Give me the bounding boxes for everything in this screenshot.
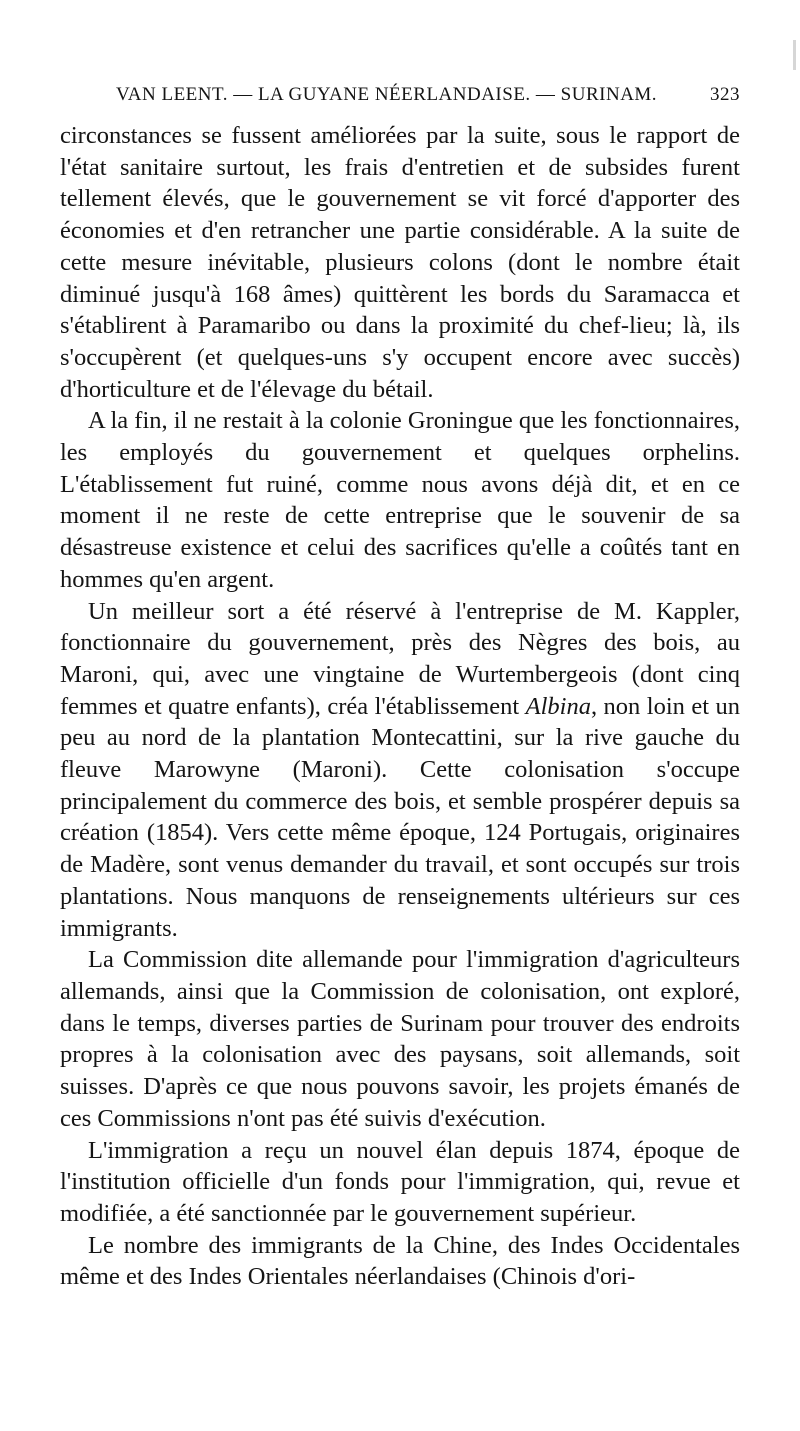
- paragraph-5: L'immigration a reçu un nouvel élan depuis 1874, époque de l'institution officielle d'un fonds pour l'immigration, qui, revue et modifiée, a été sanctionnée par le gouvernement supérieur.: [60, 1136, 740, 1227]
- paragraph-4: La Commission dite allemande pour l'immigration d'agriculteurs allemands, ainsi que la Commission de colonisation, ont exploré, dans le temps, diverses parties de Surinam pour trouver des endroits propres à la colonisation avec des paysans, soit allemands, soit suisses. D'après ce que nous pouvons savoir, les projets émanés de ces Commissions n'ont pas été suivis d'exécution.: [60, 946, 740, 1132]
- book-page: [60, 84, 740, 1293]
- page-edge-mark: [793, 40, 796, 70]
- running-head: [60, 84, 740, 106]
- paragraph-3-end: , non loin et un peu au nord de la plantation Montecattini, sur la rive gauche du fleuve Marowyne (Maroni). Cette colonisation s'occupe principalement du commerce des bois, et semble prospérer depuis sa création (1854). Vers cette même époque, 124 Portugais, originaires de Madère, sont venus demander du travail, et sont occupés sur trois plantations. Nous manquons de renseignements ultérieurs sur ces immigrants.: [60, 692, 740, 942]
- paragraph-3: [60, 596, 740, 945]
- paragraph-6: Le nombre des immigrants de la Chine, des Indes Occidentales même et des Indes Orientales néerlandaises (Chinois d'ori-: [60, 1231, 740, 1291]
- albina-italic: Albina: [525, 692, 591, 720]
- paragraph-2: A la fin, il ne restait à la colonie Groningue que les fonctionnaires, les employés du gouvernement et quelques orphelins. L'établissement fut ruiné, comme nous avons déjà dit, et en ce moment il ne reste de cette entreprise que le souvenir de sa désastreuse existence et celui des sacrifices qu'elle a coûtés tant en hommes qu'en argent.: [60, 407, 740, 593]
- running-title: VAN LEENT. — LA GUYANE NÉERLANDAISE. — SURINAM.: [116, 84, 658, 105]
- page-number: 323: [710, 84, 740, 105]
- paragraph-1: circonstances se fussent améliorées par la suite, sous le rapport de l'état sanitaire surtout, les frais d'entretien et de subsides furent tellement élevés, que le gouvernement se vit forcé d'apporter des économies et d'en retrancher une partie considérable. A la suite de cette mesure inévitable, plusieurs colons (dont le nombre était diminué jusqu'à 168 âmes) quittèrent les bords du Saramacca et s'établirent à Paramaribo ou dans la proximité du chef-lieu; là, ils s'occupèrent (et quelques-uns s'y occupent encore avec succès) d'horticulture et de l'élevage du bétail.: [60, 122, 740, 403]
- body-text: [60, 120, 740, 1293]
- paragraph-3-start: Un meilleur sort a été réservé à l'entreprise de M. Kappler, fonctionnaire du gouvernement, près des Nègres des bois, au Maroni, qui, avec une vingtaine de Wurtembergeois (dont cinq femmes et quatre enfants), créa l'établissement: [60, 597, 740, 720]
